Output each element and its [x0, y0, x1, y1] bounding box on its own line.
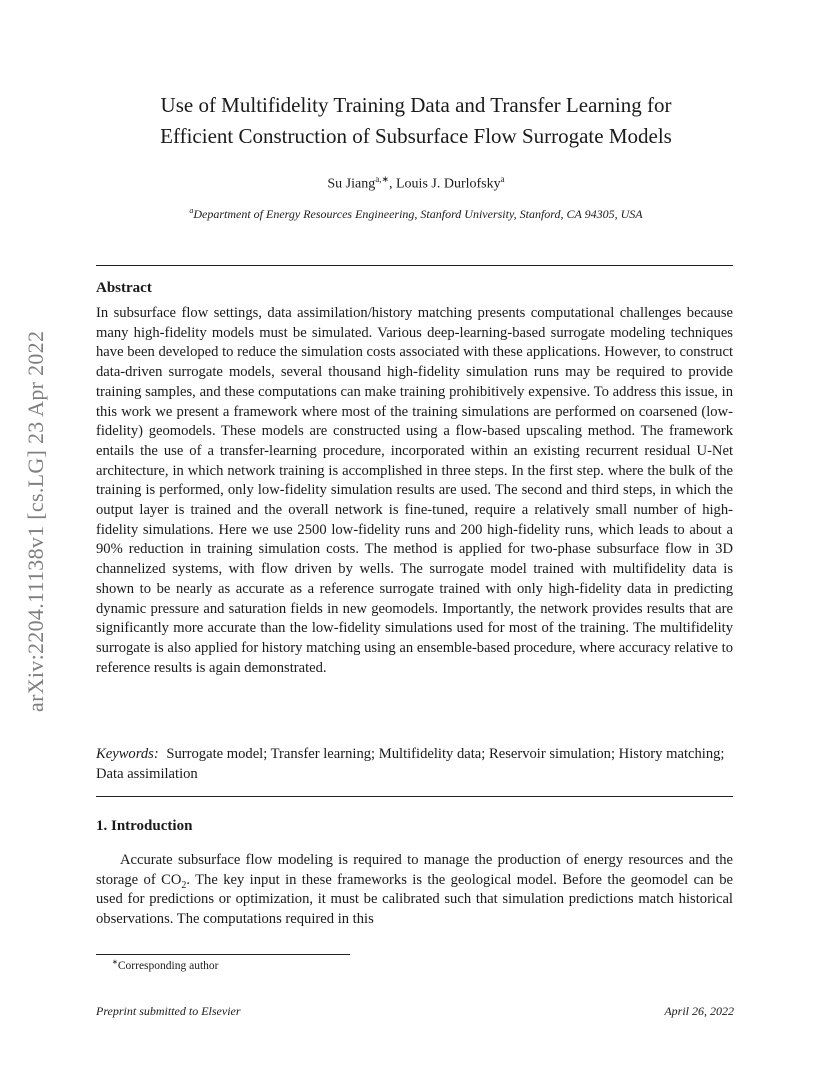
keywords: [96, 745, 733, 784]
author-affiliation-mark: a,∗: [375, 174, 389, 184]
intro-text-part-1: Accurate subsurface flow modeling is required to manage the production of energy resources and the storage of CO: [96, 852, 733, 888]
abstract-text: In subsurface flow settings, data assimilation/history matching presents computational challenges because many high-fidelity models must be simulated. Various deep-learning-based surrogate modeling techniques have been developed to reduce the simulation costs associated with these applications. However, to construct data-driven surrogate models, several thousand high-fidelity simulation runs may be required to provide training samples, and these computations can make training prohibitively expensive. To address this issue, in this work we present a framework where most of the training simulations are performed on coarsened (low-fidelity) geomodels. These models are constructed using a flow-based upscaling method. The framework entails the use of a transfer-learning procedure, incorporated within an existing recurrent residual U-Net architecture, in which network training is accomplished in three steps. In the first step. where the bulk of the training is performed, only low-fidelity simulation results are used. The second and third steps, in which the output layer is trained and the overall network is fine-tuned, require a relatively small number of high-fidelity simulations. Here we use 2500 low-fidelity runs and 200 high-fidelity runs, which leads to about a 90% reduction in training simulation costs. The method is applied for two-phase subsurface flow in 3D channelized systems, with flow driven by wells. The surrogate model trained with multifidelity data is shown to be nearly as accurate as a reference surrogate trained with only high-fidelity data in predicting dynamic pressure and saturation fields in new geomodels. Importantly, the network provides results that are significantly more accurate than the low-fidelity simulations used for most of the training. The multifidelity surrogate is also applied for history matching using an ensemble-based procedure, where accuracy relative to reference results is again demonstrated.: [96, 305, 733, 676]
abstract-heading: Abstract: [96, 280, 152, 296]
paper-title: [96, 90, 736, 152]
author-separator: ,: [389, 176, 396, 192]
author-name: Su Jiang: [327, 176, 376, 192]
introduction-paragraph: [96, 851, 733, 930]
title-line-2: Efficient Construction of Subsurface Flow Surrogate Models: [160, 124, 672, 148]
arxiv-stamp: arXiv:2204.11138v1 [cs.LG] 23 Apr 2022: [23, 330, 48, 712]
abstract-top-rule: [96, 265, 733, 266]
author-affiliation-mark: a: [500, 174, 505, 184]
affiliation: [96, 203, 736, 222]
author-name: Louis J. Durlofsky: [396, 176, 501, 192]
intro-text-part-2: . The key input in these frameworks is the geological model. Before the geomodel can be used for predictions or optimization, it must be calibrated such that simulation predictions match historical observations. The computations required in this: [96, 871, 733, 928]
introduction-heading: 1. Introduction: [96, 818, 193, 834]
footer-date: April 26, 2022: [664, 1004, 734, 1018]
footnote: [112, 958, 218, 972]
affiliation-text: Department of Energy Resources Engineering, Stanford University, Stanford, CA 94305, USA: [193, 207, 643, 221]
keywords-text: Surrogate model; Transfer learning; Multifidelity data; Reservoir simulation; History matching; Data assimilation: [96, 746, 725, 782]
co2-subscript: 2: [181, 879, 187, 891]
keywords-label: Keywords:: [96, 746, 159, 762]
author-list: [96, 170, 736, 194]
footnote-mark: ∗: [112, 958, 118, 966]
footnote-rule: [96, 954, 350, 955]
footnote-text: Corresponding author: [117, 959, 219, 972]
footer-preprint-note: Preprint submitted to Elsevier: [96, 1004, 241, 1018]
title-line-1: Use of Multifidelity Training Data and Transfer Learning for: [160, 93, 672, 117]
abstract-bottom-rule: [96, 796, 733, 797]
affiliation-mark: a: [189, 206, 194, 215]
